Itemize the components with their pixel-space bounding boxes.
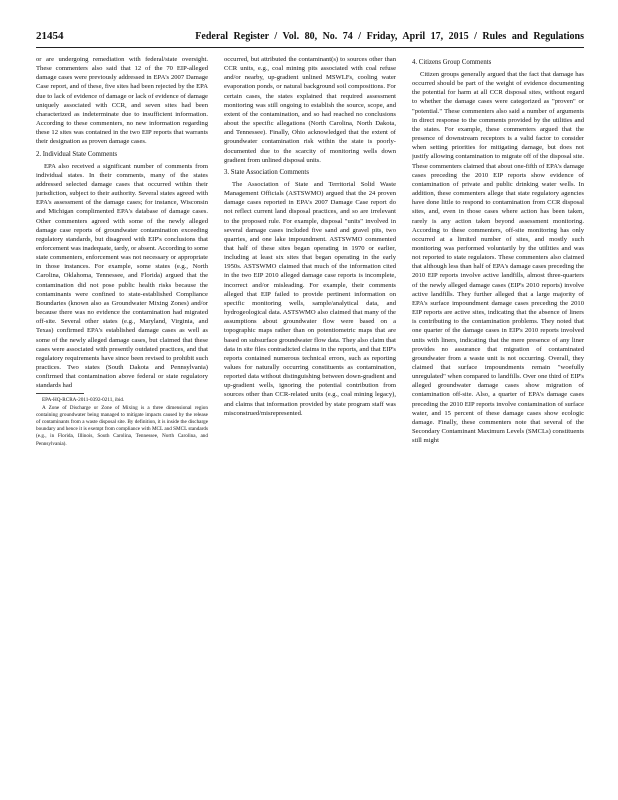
header-rule	[36, 47, 584, 48]
footnote-rule	[36, 393, 84, 394]
paragraph: or are undergoing remediation with federal/state oversight. These commenters also said that 12 of the 70 EIP-alleged damage cases were previously addressed in EPA's 2007 Damage Case report, and of these, five sites had been rejected by the EPA due to lack of evidence of damage or lack of evidence of damage uniquely associated with CCR, and seven sites had been characterized as indeterminate due to insufficient information. According to these commenters, no new information regarding these 12 sites was contained in the two EIP reports that warrants their designation as proven damage cases.	[36, 56, 208, 146]
footnote: EPA-HQ-RCRA-2011-0392-0211, ibid.	[42, 397, 125, 404]
paragraph: occurred, but attributed the contaminant(s) to sources other than CCR units, e.g., coal mining pits associated with coal refuse and/or nearby, up-gradient unlined MSWLFs, cooling water evaporation ponds, or natural background soil compositions. For certain cases, the states explained that required assessment monitoring was still ongoing to establish the source, scope, and extent of the contamination, and so had reached no conclusions about the specific allegations (North Carolina, North Dakota, and Tennessee). Finally, Ohio acknowledged that the extent of groundwater contamination risk within the state is poorly-documented due to the scarcity of monitoring wells down gradient from unlined disposal units.	[224, 56, 396, 164]
section-heading: 4. Citizens Group Comments	[412, 59, 492, 66]
column-left	[36, 55, 208, 790]
paragraph: EPA also received a significant number of comments from individual states. In their comments, many of the states addressed selected damage cases that occurred within their jurisdiction, subject to their authority. Several states agreed with EPA's assessment of the damage cases; for instance, Wisconsin and Michigan complimented EPA's database of damage cases. Other commenters agreed with some of the newly alleged damage case reports of groundwater contamination exceeding regulatory standards, but disagreed with EIP's conclusions that enforcement was inadequate, tardy, or absent. According to some state commenters, enforcement was not necessary or appropriate in those instances. For example, some states (e.g., North Carolina, Oklahoma, Tennessee, and Florida) argued that the contamination did not pose public health risks because the contaminants were confined to state-established Compliance Boundaries (known also as Groundwater Mixing Zones) and/or because there was no evidence the contamination had migrated off-site. Several other states (e.g., Maryland, Virginia, and Texas) confirmed EPA's established damage cases as well as some of the newly alleged damage cases, but claimed that these cases were associated with presently outdated practices, and that regulatory requirements have since been revised to prohibit such practices. Two states (South Dakota and Pennsylvania) confirmed that contamination above federal or state regulatory standards had	[36, 162, 208, 390]
paragraph: Citizen groups generally argued that the fact that damage has occurred should be part of the weight of evidence documenting the potential for harm at all CCR disposal sites, without regard to whether the damage cases were categorized as "proven" or "potential." These commenters also said a number of arguments in direct response to the comments provided by the utilities and the states. For example, these commenters argued that the presence of downstream receptors is a valid factor to consider when setting priorities for mitigating damage, but does not justify allowing contamination to migrate off of the disposal site. These commenters claimed that about one-fifth of EPA's damage cases preceding the 2010 EIP reports show evidence of contamination of private and public drinking water wells. In addition, these commenters allege that state regulatory agencies have done little to respond to contamination from CCR disposal sites, and, even in those cases where action has been taken, rarely is any action taken beyond assessment monitoring. According to these commenters, off-site monitoring has only occurred at a limited number of sites, and mostly such monitoring was performed voluntarily by the utilities and was not reported to state regulators. These commenters also claimed that although less than half of EPA's damage cases preceding the 2010 EIP reports involve active landfills, almost three-quarters of the newly alleged damage cases (EIP's 2010 reports) involve active landfills. They further alleged that a large majority of EPA's surface impoundment damage cases preceding the 2010 EIP reports are active sites, indicating that the absence of liners is contributing to the contamination problems. They noted that one quarter of the damage cases in EIP's 2010 reports involved units with liners, indicating that the mere presence of any liner provides no assurance that migration of contaminated groundwater from a waste unit is not occurring. Overall, they claimed that surface impoundments remain "woefully unregulated" when compared to landfills. Over one third of EIP's alleged groundwater damage cases show migration of contamination off-site. Also, a quarter of EPA's damage cases preceding the 2010 EIP reports involve contamination of surface water, and 15 percent of these damage cases show ecologic damage. Finally, these commenters note that several of the Secondary Contaminant Maximum Levels (SMCLs) constituents still might	[412, 71, 584, 445]
paragraph: The Association of State and Territorial Solid Waste Management Officials (ASTSWMO) argued that the 24 proven damage cases reported in EPA's 2007 Damage Case report do not reflect current land disposal practices, and so are irrelevant to the proposed rule. For example, disposal "units" involved in several damage cases included five sand and gravel pits, two quarries, and one lake impoundment. ASTSWMO commented that half of these sites began operating in 1970 or earlier, including at least six sites that began operating in the early 1950s. ASTSWMO claimed that much of the information cited in the two EIP 2010 alleged damage case reports is incomplete, incorrect and/or misleading. For example, their comments alleged that EIP failed to provide pertinent information on specific monitoring wells, sample/analytical data, and hydrogeological data. ASTSWMO also claimed that many of the assumptions about groundwater flow were based on a topographic maps rather than on potentiometric maps that are based on subsurface groundwater flow data. They also claim that data in site files contradicted claims in the reports, and that EIP's reports contained numerous technical errors, such as reporting values for naturally occurring constituents as contamination, reported data without distinguishing between down-gradient and up-gradient wells, ignoring the potential contribution from sources other than CCR-related units (e.g., coal mining legacy), and claims that information provided by state program staff was misconstrued/misrepresented.	[224, 180, 396, 417]
section-heading: 3. State Association Comments	[224, 168, 309, 176]
column-middle	[224, 55, 396, 790]
column-right	[412, 55, 584, 790]
footnote: A Zone of Discharge or Zone of Mixing is a three dimensional region containing groundwater being managed to mitigate impacts caused by the release of contaminants from a waste disposal site. By definition, it is inside the discharge boundary and hence it is exempt from compliance with MCL and SMCL standards (e.g., in Florida, Illinois, South Carolina, Tennessee, North Carolina, and Pennsylvania).	[36, 404, 208, 447]
running-head: Federal Register / Vol. 80, No. 74 / Friday, April 17, 2015 / Rules and Regulations	[195, 31, 584, 42]
section-heading: 2. Individual State Comments	[36, 150, 118, 158]
page-header	[36, 30, 584, 44]
page-number: 21454	[36, 30, 64, 42]
